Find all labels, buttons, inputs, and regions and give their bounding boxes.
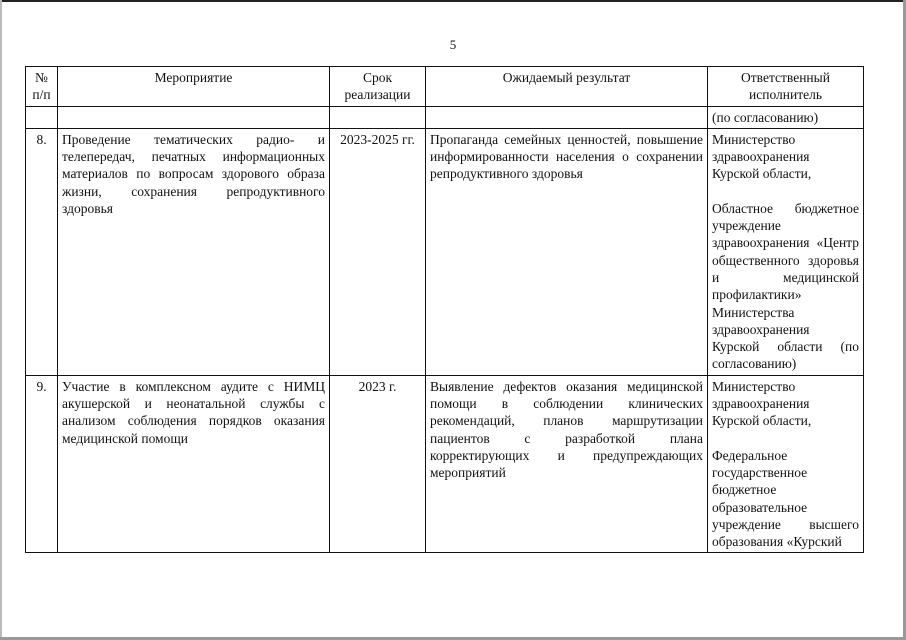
continuation-term [330, 106, 426, 128]
header-event: Мероприятие [58, 67, 330, 107]
row-term: 2023 г. [330, 375, 426, 553]
responsible-primary: Министерство здравоохранения Курской области, [712, 131, 812, 182]
table-row [26, 128, 864, 375]
header-num: № п/п [26, 67, 58, 107]
measures-table [25, 66, 864, 553]
table-header-row [26, 67, 864, 107]
row-responsible [708, 128, 864, 375]
responsible-primary: Министерство здравоохранения Курской области, [712, 378, 812, 429]
continuation-row [26, 106, 864, 128]
row-responsible [708, 375, 864, 553]
row-result: Выявление дефектов оказания медицинской помощи в соблюдении клинических рекомендаций, планов маршрутизации пациентов с разработкой плана корректирующих и предупреждающих мероприятий [426, 375, 708, 553]
row-num: 9. [26, 375, 58, 553]
page-number: 5 [449, 37, 457, 52]
continuation-result [426, 106, 708, 128]
page-edge-top [0, 0, 906, 2]
responsible-secondary: Федеральное государственное бюджетное образовательное учреждение высшего образования «Курский [712, 447, 859, 550]
responsible-gap [712, 183, 859, 200]
row-event: Проведение тематических радио- и телепередач, печатных информационных материалов по вопросам здорового образа жизни, сохранения репродуктивного здоровья [58, 128, 330, 375]
continuation-event [58, 106, 330, 128]
responsible-secondary: Областное бюджетное учреждение здравоохранения «Центр общественного здоровья и медицинской профилактики» Министерства здравоохранения Курской области (по согласованию) [712, 200, 859, 372]
row-num: 8. [26, 128, 58, 375]
header-term: Срок реализации [330, 67, 426, 107]
table-row [26, 375, 864, 553]
header-result: Ожидаемый результат [426, 67, 708, 107]
row-result: Пропаганда семейных ценностей, повышение информированности населения о сохранении репродуктивного здоровья [426, 128, 708, 375]
responsible-gap [712, 430, 859, 447]
page-edge-left [0, 0, 2, 640]
continuation-responsible: (по согласованию) [708, 106, 864, 128]
row-event: Участие в комплексном аудите с НИМЦ акушерской и неонатальной службы с анализом соблюдения порядков оказания медицинской помощи [58, 375, 330, 553]
row-term: 2023-2025 гг. [330, 128, 426, 375]
header-responsible: Ответственный исполнитель [708, 67, 864, 107]
continuation-num [26, 106, 58, 128]
